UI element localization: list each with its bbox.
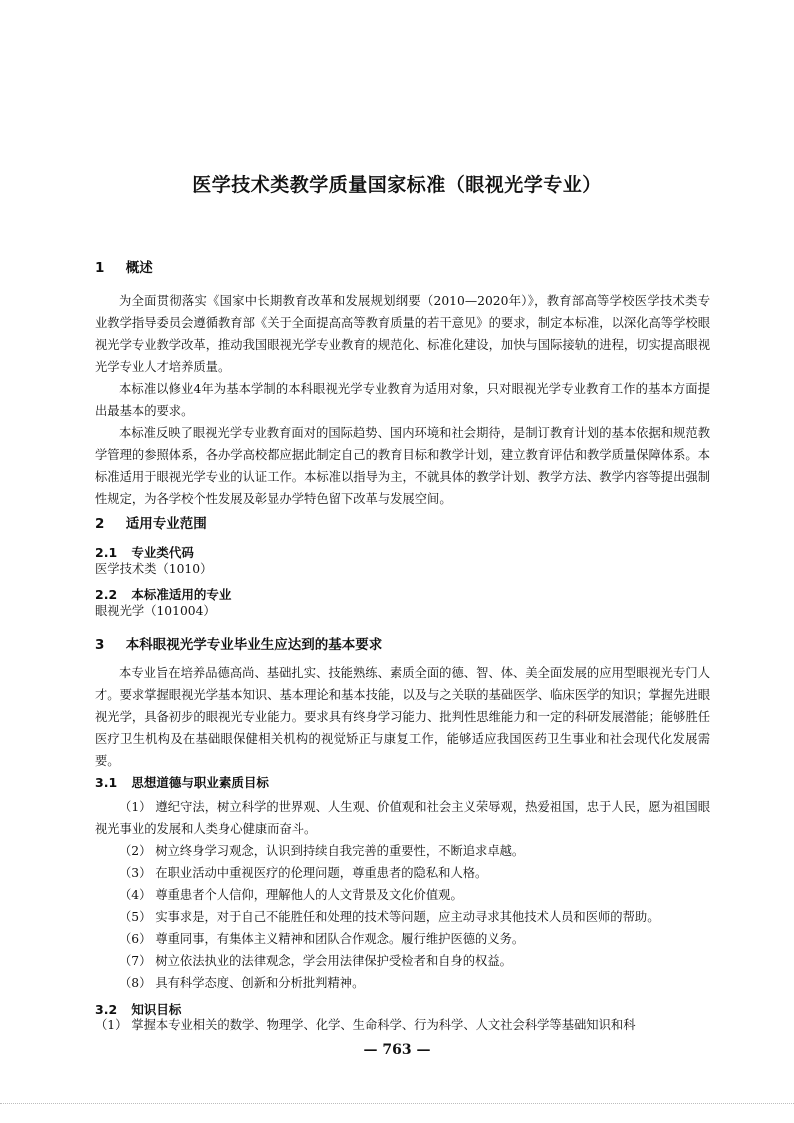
section-number: 1 bbox=[95, 260, 105, 276]
goal-item: （4） 尊重患者个人信仰，理解他人的人文背景及文化价值观。 bbox=[119, 888, 463, 902]
goal-item: （1） 遵纪守法，树立科学的世界观、人生观、价值观和社会主义荣辱观，热爱祖国，忠于人民，愿为祖国眼视光事业的发展和人类身心健康而奋斗。 bbox=[95, 800, 710, 836]
subsection-number: 3.2 bbox=[95, 1002, 118, 1017]
subsection-title: 本标准适用的专业 bbox=[131, 587, 232, 602]
section-title: 概述 bbox=[125, 260, 153, 276]
requirements-paragraph: 本专业旨在培养品德高尚、基础扎实、技能熟练、素质全面的德、智、体、美全面发展的应用型眼视光专门人才。要求掌握眼视光学基本知识、基本理论和基本技能，以及与之关联的基础医学、临床医学的知识；掌握先进眼视光学，具备初步的眼视光专业能力。要求具有终身学习能力、批判性思维能力和一定的科研发展潜能；能够胜任医疗卫生机构及在基础眼保健相关机构的视觉矫正与康复工作，能够适应我国医药卫生事业和社会现代化发展需要。 bbox=[95, 666, 710, 768]
goal-item: （2） 树立终身学习观念，认识到持续自我完善的重要性，不断追求卓越。 bbox=[119, 844, 525, 858]
goal-item: （3） 在职业活动中重视医疗的伦理问题，尊重患者的隐私和人格。 bbox=[119, 866, 488, 880]
document-title: 医学技术类教学质量国家标准（眼视光学专业） bbox=[192, 174, 602, 196]
goal-item: （7） 树立依法执业的法律观念，学会用法律保护受检者和自身的权益。 bbox=[119, 954, 512, 968]
section-title: 适用专业范围 bbox=[125, 516, 207, 532]
page-number: — 763 — bbox=[363, 1042, 431, 1058]
goal-item: （6） 尊重同事，有集体主义精神和团队合作观念。履行维护医德的义务。 bbox=[119, 932, 525, 946]
subsection-number: 2.1 bbox=[95, 545, 118, 560]
section-number: 3 bbox=[95, 637, 105, 653]
subsection-title: 思想道德与职业素质目标 bbox=[131, 775, 269, 790]
section-title: 本科眼视光学专业毕业生应达到的基本要求 bbox=[125, 637, 383, 653]
intro-paragraph-1: 为全面贯彻落实《国家中长期教育改革和发展规划纲要（2010—2020年）》，教育部高等学校医学技术类专业教学指导委员会遵循教育部《关于全面提高高等教育质量的若干意见》的要求，制定本标准，以深化高等学校眼视光学专业教学改革，推动我国眼视光学专业教育的规范化、标准化建设，加快与国际接轨的进程，切实提高眼视光学专业人才培养质量。 bbox=[95, 294, 710, 374]
intro-paragraph-3: 本标准反映了眼视光学专业教育面对的国际趋势、国内环境和社会期待，是制订教育计划的基本依据和规范教学管理的参照体系，各办学高校都应据此制定自己的教育目标和教学计划，建立教育评估和教学质量保障体系。本标准适用于眼视光学专业的认证工作。本标准以指导为主，不就具体的教学计划、教学方法、教学内容等提出强制性规定，为各学校个性发展及彰显办学特色留下改革与发展空间。 bbox=[95, 426, 710, 506]
section-2-heading bbox=[95, 512, 207, 532]
section-3-heading bbox=[95, 633, 382, 653]
scan-edge-line bbox=[0, 1103, 794, 1105]
subsection-number: 2.2 bbox=[95, 587, 118, 602]
subsection-title: 专业类代码 bbox=[131, 545, 194, 560]
goal-item: （1） 掌握本专业相关的数学、物理学、化学、生命科学、行为科学、人文社会科学等基础知识和科 bbox=[95, 1018, 636, 1032]
subsection-3-1-heading bbox=[95, 773, 269, 791]
major-category-code: 医学技术类（1010） bbox=[95, 562, 213, 576]
subsection-title: 知识目标 bbox=[131, 1002, 182, 1017]
subsection-number: 3.1 bbox=[95, 775, 118, 790]
goal-item: （5） 实事求是，对于自己不能胜任和处理的技术等问题，应主动寻求其他技术人员和医师的帮助。 bbox=[119, 910, 660, 924]
applicable-major: 眼视光学（101004） bbox=[95, 604, 216, 618]
section-1-heading bbox=[95, 256, 153, 276]
section-number: 2 bbox=[95, 516, 105, 532]
intro-paragraph-2: 本标准以修业4年为基本学制的本科眼视光学专业教育为适用对象，只对眼视光学专业教育工作的基本方面提出最基本的要求。 bbox=[95, 382, 710, 418]
goal-item: （8） 具有科学态度、创新和分析批判精神。 bbox=[119, 976, 365, 990]
